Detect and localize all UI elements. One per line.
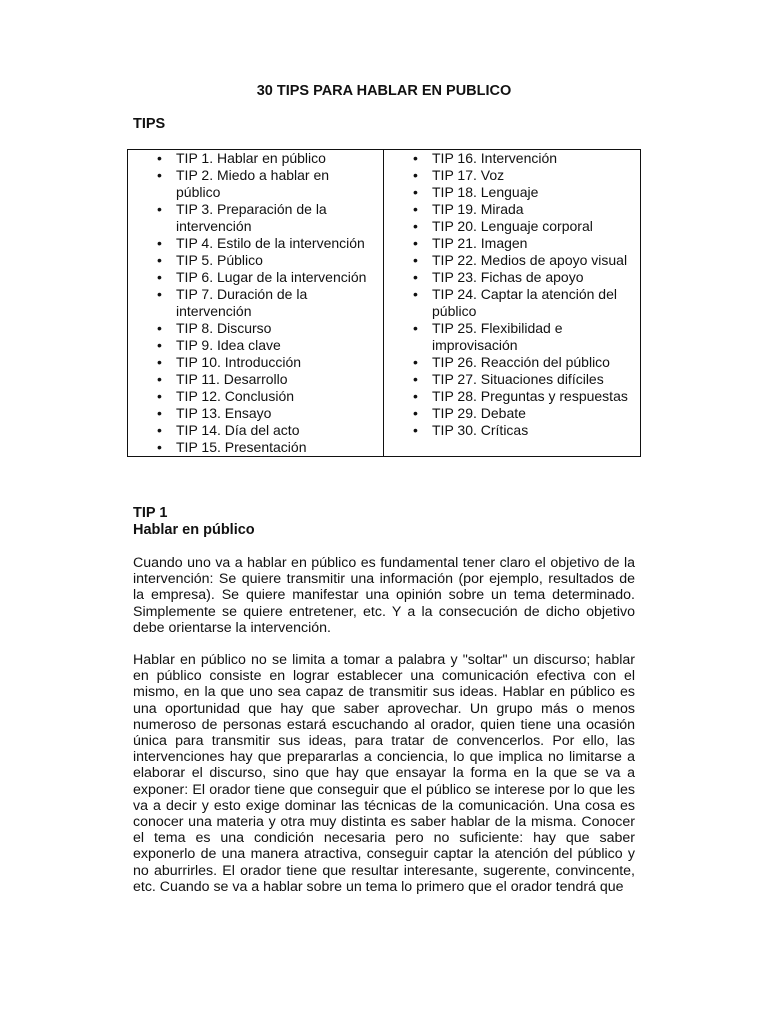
tip-list-item: • TIP 5. Público (128, 252, 383, 269)
tips-column-right (384, 150, 640, 456)
tips-list-left (128, 150, 383, 456)
tip-list-item: • TIP 22. Medios de apoyo visual (384, 252, 640, 269)
tip-list-item: • TIP 24. Captar la atención del público (384, 286, 640, 320)
tips-table (127, 149, 641, 457)
tip-list-item: • TIP 17. Voz (384, 167, 640, 184)
tip-list-item: • TIP 25. Flexibilidad e improvisación (384, 320, 640, 354)
tip-list-item: • TIP 8. Discurso (128, 320, 383, 337)
tip-list-item: • TIP 13. Ensayo (128, 405, 383, 422)
tip1-number: TIP 1 (133, 505, 168, 521)
tips-list-right (384, 150, 640, 439)
tip-list-item: • TIP 20. Lenguaje corporal (384, 218, 640, 235)
tip1-section (133, 505, 635, 895)
tip-list-item: • TIP 10. Introducción (128, 354, 383, 371)
tip-list-item: • TIP 1. Hablar en público (128, 150, 383, 167)
tips-heading: TIPS (133, 116, 166, 132)
tip-list-item: • TIP 3. Preparación de la intervención (128, 201, 383, 235)
tip-list-item: • TIP 19. Mirada (384, 201, 640, 218)
tip-list-item: • TIP 16. Intervención (384, 150, 640, 167)
document-title: 30 TIPS PARA HABLAR EN PUBLICO (256, 83, 512, 99)
tip1-paragraph-1: Cuando uno va a hablar en público es fundamental tener claro el objetivo de la intervención: Se quiere transmitir una información (por ejemplo, resultados de la empresa). Se quiere manifestar una opinión sobre un tema determinado. Simplemente se quiere entretener, etc. Y a la consecución de dicho objetivo debe orientarse la intervención. (133, 555, 635, 636)
tip-list-item: • TIP 7. Duración de la intervención (128, 286, 383, 320)
tip-list-item: • TIP 14. Día del acto (128, 422, 383, 439)
tip-list-item: • TIP 12. Conclusión (128, 388, 383, 405)
tip-list-item: • TIP 6. Lugar de la intervención (128, 269, 383, 286)
tip-list-item: • TIP 18. Lenguaje (384, 184, 640, 201)
tip-list-item: • TIP 28. Preguntas y respuestas (384, 388, 640, 405)
tip1-paragraph-2: Hablar en público no se limita a tomar a palabra y "soltar" un discurso; hablar en público consiste en lograr establecer una comunicación efectiva con el mismo, en la que uno sea capaz de transmitir sus ideas. Hablar en público es una oportunidad que hay que saber aprovechar. Un grupo más o menos numeroso de personas estará escuchando al orador, quien tiene una ocasión única para transmitir sus ideas, para tratar de convencerlos. Por ello, las intervenciones hay que prepararlas a conciencia, lo que implica no limitarse a elaborar el discurso, sino que hay que ensayar la forma en la que se va a exponer: El orador tiene que conseguir que el público se interese por lo que les va a decir y esto exige dominar las técnicas de la comunicación. Una cosa es conocer una materia y otra muy distinta es saber hablar de la misma. Conocer el tema es una condición necesaria pero no suficiente: hay que saber exponerlo de una manera atractiva, conseguir captar la atención del público y no aburrirles. El orador tiene que resultar interesante, sugerente, convincente, etc. Cuando se va a hablar sobre un tema lo primero que el orador tendrá que (133, 652, 635, 895)
tip-list-item: • TIP 23. Fichas de apoyo (384, 269, 640, 286)
tip-list-item: • TIP 2. Miedo a hablar en público (128, 167, 383, 201)
tip-list-item: • TIP 29. Debate (384, 405, 640, 422)
tip-list-item: • TIP 27. Situaciones difíciles (384, 371, 640, 388)
tips-column-left (128, 150, 384, 456)
tip-list-item: • TIP 26. Reacción del público (384, 354, 640, 371)
tip-list-item: • TIP 21. Imagen (384, 235, 640, 252)
tip-list-item: • TIP 15. Presentación (128, 439, 383, 456)
tip1-title: Hablar en público (133, 522, 255, 538)
tip-list-item: • TIP 9. Idea clave (128, 337, 383, 354)
tip-list-item: • TIP 4. Estilo de la intervención (128, 235, 383, 252)
tip-list-item: • TIP 11. Desarrollo (128, 371, 383, 388)
tip-list-item: • TIP 30. Críticas (384, 422, 640, 439)
